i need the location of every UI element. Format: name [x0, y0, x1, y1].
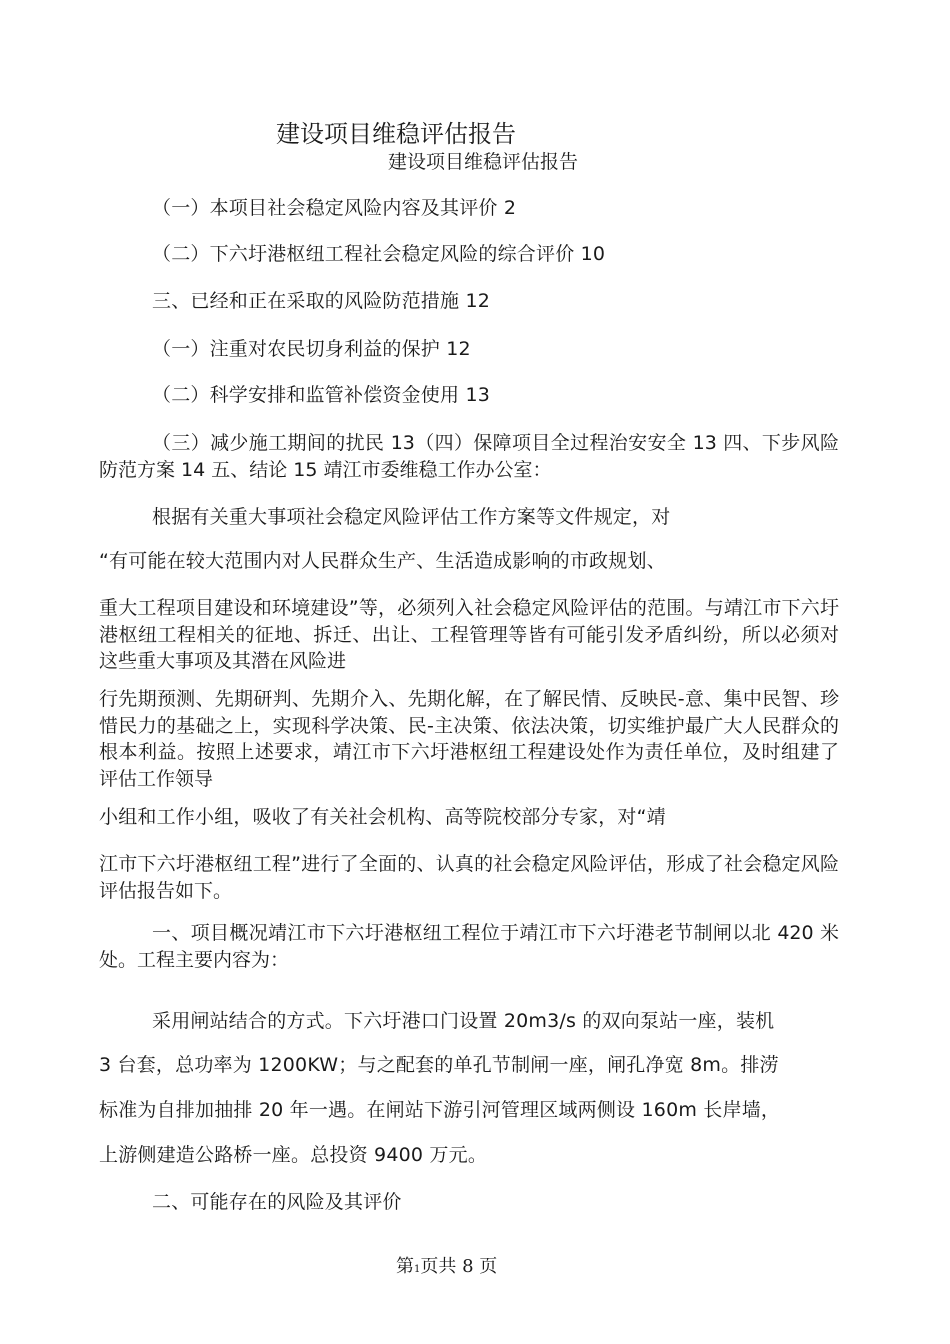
- toc-line-5: （二）科学安排和监管补偿资金使用 13: [152, 384, 491, 406]
- document-title: 建设项目维稳评估报告: [276, 120, 516, 148]
- toc-line-3: 三、已经和正在采取的风险防范措施 12: [152, 290, 491, 312]
- body-line-8b: 3 台套，总功率为 1200KW；与之配套的单孔节制闸一座，闸孔净宽 8m。排涝: [99, 1054, 779, 1076]
- body-line-8d: 上游侧建造公路桥一座。总投资 9400 万元。: [99, 1144, 488, 1166]
- toc-multi-paragraph: （三）减少施工期间的扰民 13（四）保障项目全过程治安安全 13 四、下步风险防范方案 14 五、结论 15 靖江市委维稳工作办公室：: [99, 432, 839, 481]
- body-paragraph-2: “有可能在较大范围内对人民群众生产、生活造成影响的市政规划、: [99, 550, 666, 572]
- section-heading-risks: 二、可能存在的风险及其评价: [152, 1191, 402, 1213]
- body-paragraph-3: 重大工程项目建设和环境建设”等，必须列入社会稳定风险评估的范围。与靖江市下六圩港枢纽工程相关的征地、拆迁、出让、工程管理等皆有可能引发矛盾纠纷，所以必须对这些重大事项及其潜在风险进: [99, 597, 839, 672]
- body-paragraph-5: 小组和工作小组，吸收了有关社会机构、高等院校部分专家，对“靖: [99, 806, 666, 828]
- footer-page-number: 1: [414, 1264, 421, 1275]
- body-paragraph-7: 一、项目概况靖江市下六圩港枢纽工程位于靖江市下六圩港老节制闸以北 420 米处。工程主要内容为：: [99, 922, 839, 971]
- toc-line-4: （一）注重对农民切身利益的保护 12: [152, 338, 471, 360]
- toc-line-1: （一）本项目社会稳定风险内容及其评价 2: [152, 197, 517, 219]
- footer-prefix: 第: [396, 1256, 414, 1277]
- document-subtitle: 建设项目维稳评估报告: [388, 151, 579, 173]
- body-paragraph-4: 行先期预测、先期研判、先期介入、先期化解，在了解民情、反映民-意、集中民智、珍惜民力的基础之上，实现科学决策、民-主决策、依法决策，切实维护最广大人民群众的根本利益。按照上述要求，靖江市下六圩港枢纽工程建设处作为责任单位，及时组建了评估工作领导: [99, 688, 839, 790]
- footer-suffix: 页共 8 页: [420, 1256, 498, 1277]
- page-footer: [396, 1255, 497, 1282]
- body-paragraph-6: 江市下六圩港枢纽工程”进行了全面的、认真的社会稳定风险评估，形成了社会稳定风险评估报告如下。: [99, 853, 839, 902]
- body-line-8c: 标准为自排加抽排 20 年一遇。在闸站下游引河管理区域两侧设 160m 长岸墙，: [99, 1099, 781, 1121]
- body-paragraph-1: 根据有关重大事项社会稳定风险评估工作方案等文件规定，对: [152, 506, 671, 528]
- toc-line-2: （二）下六圩港枢纽工程社会稳定风险的综合评价 10: [152, 243, 606, 265]
- body-line-8a: 采用闸站结合的方式。下六圩港口门设置 20m3/s 的双向泵站一座，装机: [152, 1010, 775, 1032]
